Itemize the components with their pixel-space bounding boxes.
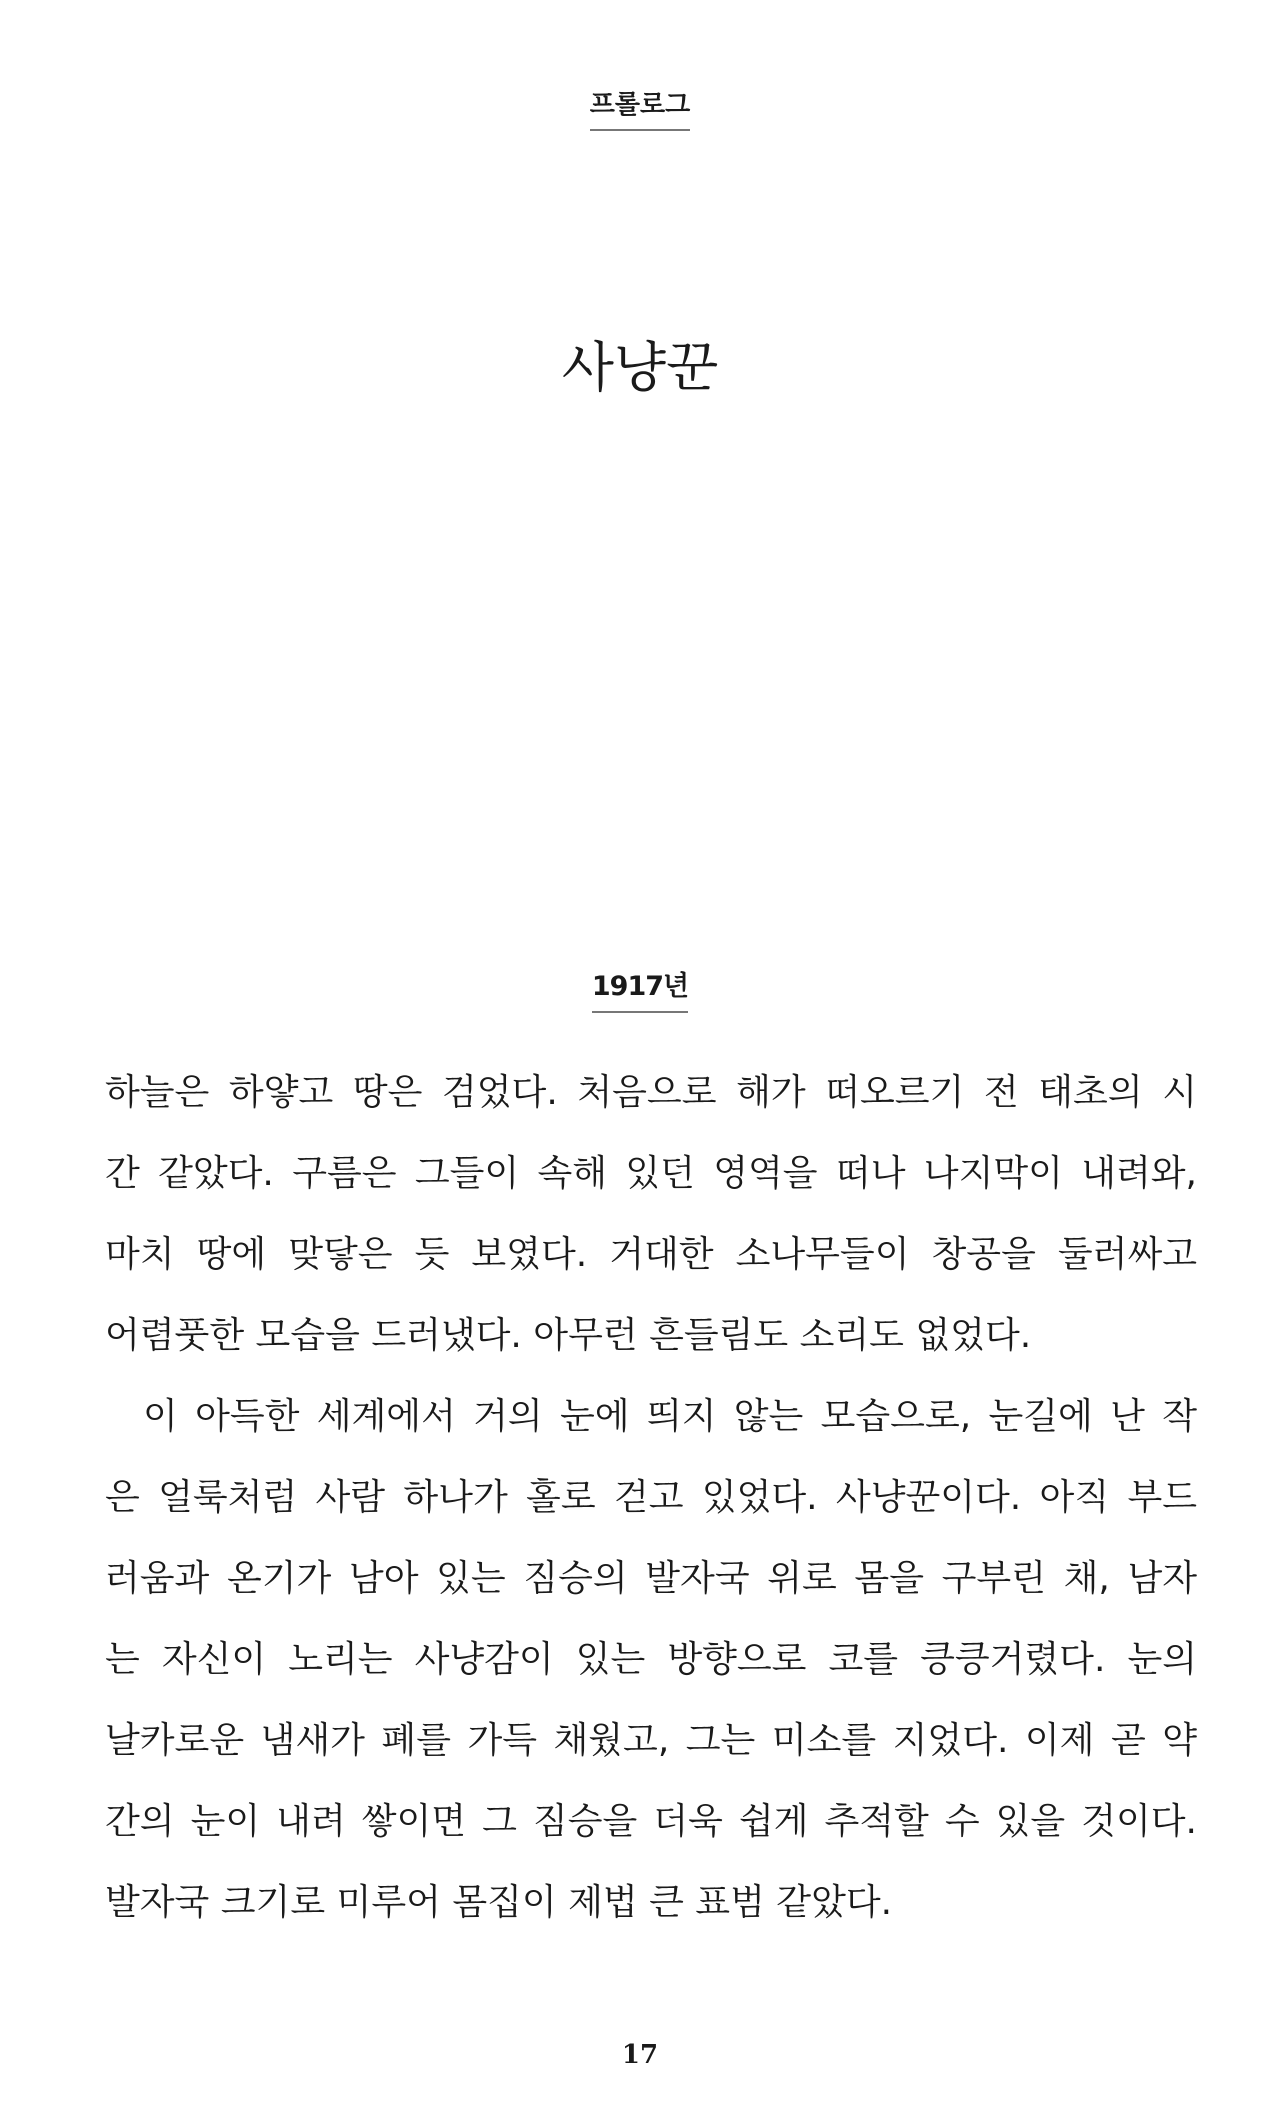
text-line: 어렴풋한 모습을 드러냈다. 아무런 흔들림도 소리도 없었다.	[105, 1315, 1032, 1356]
text-line: 날카로운 냄새가 폐를 가득 채웠고, 그는 미소를 지었다. 이제 곧 약	[105, 1720, 1197, 1761]
text-line: 이 아득한 세계에서 거의 눈에 띄지 않는 모습으로, 눈길에 난 작	[143, 1396, 1197, 1437]
text-line: 는 자신이 노리는 사냥감이 있는 방향으로 코를 킁킁거렸다. 눈의	[105, 1639, 1197, 1680]
chapter-title: 사냥꾼	[561, 336, 719, 399]
page-number: 17	[621, 2040, 659, 2070]
section-header-label: 프롤로그	[590, 84, 690, 131]
text-line: 은 얼룩처럼 사람 하나가 홀로 걷고 있었다. 사냥꾼이다. 아직 부드	[105, 1477, 1197, 1518]
text-line: 마치 땅에 맞닿은 듯 보였다. 거대한 소나무들이 창공을 둘러싸고	[105, 1234, 1197, 1275]
text-line: 간의 눈이 내려 쌓이면 그 짐승을 더욱 쉽게 추적할 수 있을 것이다.	[105, 1801, 1197, 1842]
subsection-year: 1917년	[592, 964, 688, 1013]
section-header	[0, 84, 1280, 131]
text-line: 하늘은 하얗고 땅은 검었다. 처음으로 해가 떠오르기 전 태초의 시	[105, 1072, 1197, 1113]
body-text	[105, 1052, 1197, 1943]
text-line: 발자국 크기로 미루어 몸집이 제법 큰 표범 같았다.	[105, 1882, 893, 1923]
text-line: 러움과 온기가 남아 있는 짐승의 발자국 위로 몸을 구부린 채, 남자	[105, 1558, 1197, 1599]
text-line: 간 같았다. 구름은 그들이 속해 있던 영역을 떠나 나지막이 내려와,	[105, 1153, 1197, 1194]
subsection-heading	[0, 964, 1280, 1013]
